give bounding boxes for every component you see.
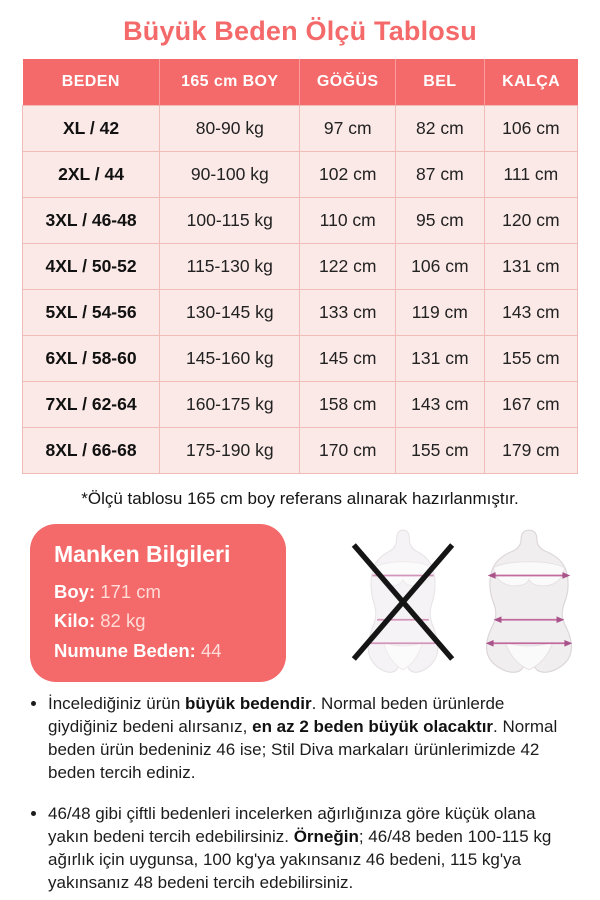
table-cell: 5XL / 54-56 bbox=[23, 289, 160, 335]
table-cell: 155 cm bbox=[395, 427, 484, 473]
table-header-cell: 165 cm BOY bbox=[160, 59, 300, 105]
table-cell: 87 cm bbox=[395, 151, 484, 197]
table-cell: 167 cm bbox=[484, 381, 577, 427]
table-cell: 115-130 kg bbox=[160, 243, 300, 289]
table-cell: 133 cm bbox=[300, 289, 395, 335]
table-cell: 95 cm bbox=[395, 197, 484, 243]
table-cell: 160-175 kg bbox=[160, 381, 300, 427]
table-cell: 8XL / 66-68 bbox=[23, 427, 160, 473]
table-row bbox=[23, 243, 578, 289]
table-cell: 120 cm bbox=[484, 197, 577, 243]
table-cell: 145 cm bbox=[300, 335, 395, 381]
notes-list bbox=[32, 692, 572, 894]
table-cell: 80-90 kg bbox=[160, 105, 300, 151]
table-cell: 143 cm bbox=[484, 289, 577, 335]
size-table bbox=[22, 59, 578, 474]
table-footnote: *Ölçü tablosu 165 cm boy referans alınarak hazırlanmıştır. bbox=[81, 488, 519, 508]
body-figures bbox=[344, 524, 588, 676]
table-cell: 170 cm bbox=[300, 427, 395, 473]
table-cell: 4XL / 50-52 bbox=[23, 243, 160, 289]
crossed-out-body-icon bbox=[344, 528, 462, 676]
table-row bbox=[23, 105, 578, 151]
table-cell: XL / 42 bbox=[23, 105, 160, 151]
table-cell: 158 cm bbox=[300, 381, 395, 427]
table-row bbox=[23, 427, 578, 473]
table-cell: 2XL / 44 bbox=[23, 151, 160, 197]
table-cell: 122 cm bbox=[300, 243, 395, 289]
table-cell: 6XL / 58-60 bbox=[23, 335, 160, 381]
table-cell: 179 cm bbox=[484, 427, 577, 473]
table-cell: 106 cm bbox=[484, 105, 577, 151]
model-info-line: Boy: 171 cm bbox=[54, 580, 161, 602]
model-info-title: Manken Bilgileri bbox=[54, 540, 231, 567]
table-cell: 102 cm bbox=[300, 151, 395, 197]
table-cell: 90-100 kg bbox=[160, 151, 300, 197]
table-cell: 175-190 kg bbox=[160, 427, 300, 473]
model-section bbox=[30, 524, 588, 683]
table-header-cell: KALÇA bbox=[484, 59, 577, 105]
table-cell: 143 cm bbox=[395, 381, 484, 427]
table-row bbox=[23, 335, 578, 381]
table-row bbox=[23, 381, 578, 427]
table-cell: 130-145 kg bbox=[160, 289, 300, 335]
model-info-line: Numune Beden: 44 bbox=[54, 639, 222, 661]
model-info-line: Kilo: 82 kg bbox=[54, 610, 146, 631]
table-header-cell: GÖĞÜS bbox=[300, 59, 395, 105]
table-row bbox=[23, 289, 578, 335]
table-cell: 145-160 kg bbox=[160, 335, 300, 381]
table-cell: 131 cm bbox=[484, 243, 577, 289]
table-cell: 106 cm bbox=[395, 243, 484, 289]
table-body bbox=[23, 105, 578, 473]
page-title: Büyük Beden Ölçü Tablosu bbox=[123, 16, 477, 46]
table-cell: 111 cm bbox=[484, 151, 577, 197]
table-row bbox=[23, 151, 578, 197]
table-cell: 97 cm bbox=[300, 105, 395, 151]
measured-body-icon bbox=[470, 528, 588, 676]
table-cell: 7XL / 62-64 bbox=[23, 381, 160, 427]
model-info-card bbox=[30, 524, 286, 683]
note-item: • 46/48 gibi çiftli bedenleri incelerken ağırlığınıza göre küçük olana yakın bedeni tercih edebilirsiniz. Örneğin; 46/48 beden 100-115 kg ağırlık için uygunsa, 100 kg'ya yakınsanız 46 bedeni, 115 kg'ya yakınsanız 48 bedeni tercih edebilirsiniz. bbox=[48, 802, 572, 894]
table-header-cell: BEDEN bbox=[23, 59, 160, 105]
table-cell: 100-115 kg bbox=[160, 197, 300, 243]
table-cell: 119 cm bbox=[395, 289, 484, 335]
table-row bbox=[23, 197, 578, 243]
table-cell: 110 cm bbox=[300, 197, 395, 243]
model-info-lines bbox=[54, 577, 268, 666]
table-cell: 131 cm bbox=[395, 335, 484, 381]
table-cell: 82 cm bbox=[395, 105, 484, 151]
table-cell: 3XL / 46-48 bbox=[23, 197, 160, 243]
table-header-cell: BEL bbox=[395, 59, 484, 105]
table-cell: 155 cm bbox=[484, 335, 577, 381]
table-header-row bbox=[23, 59, 578, 105]
note-item: • İncelediğiniz ürün büyük bedendir. Normal beden ürünlerde giydiğiniz bedeni alırsanız, en az 2 beden büyük olacaktır. Normal beden ürün bedeniniz 46 ise; Stil Diva markaları ürünlerimizde 42 beden tercih ediniz. bbox=[48, 692, 572, 784]
